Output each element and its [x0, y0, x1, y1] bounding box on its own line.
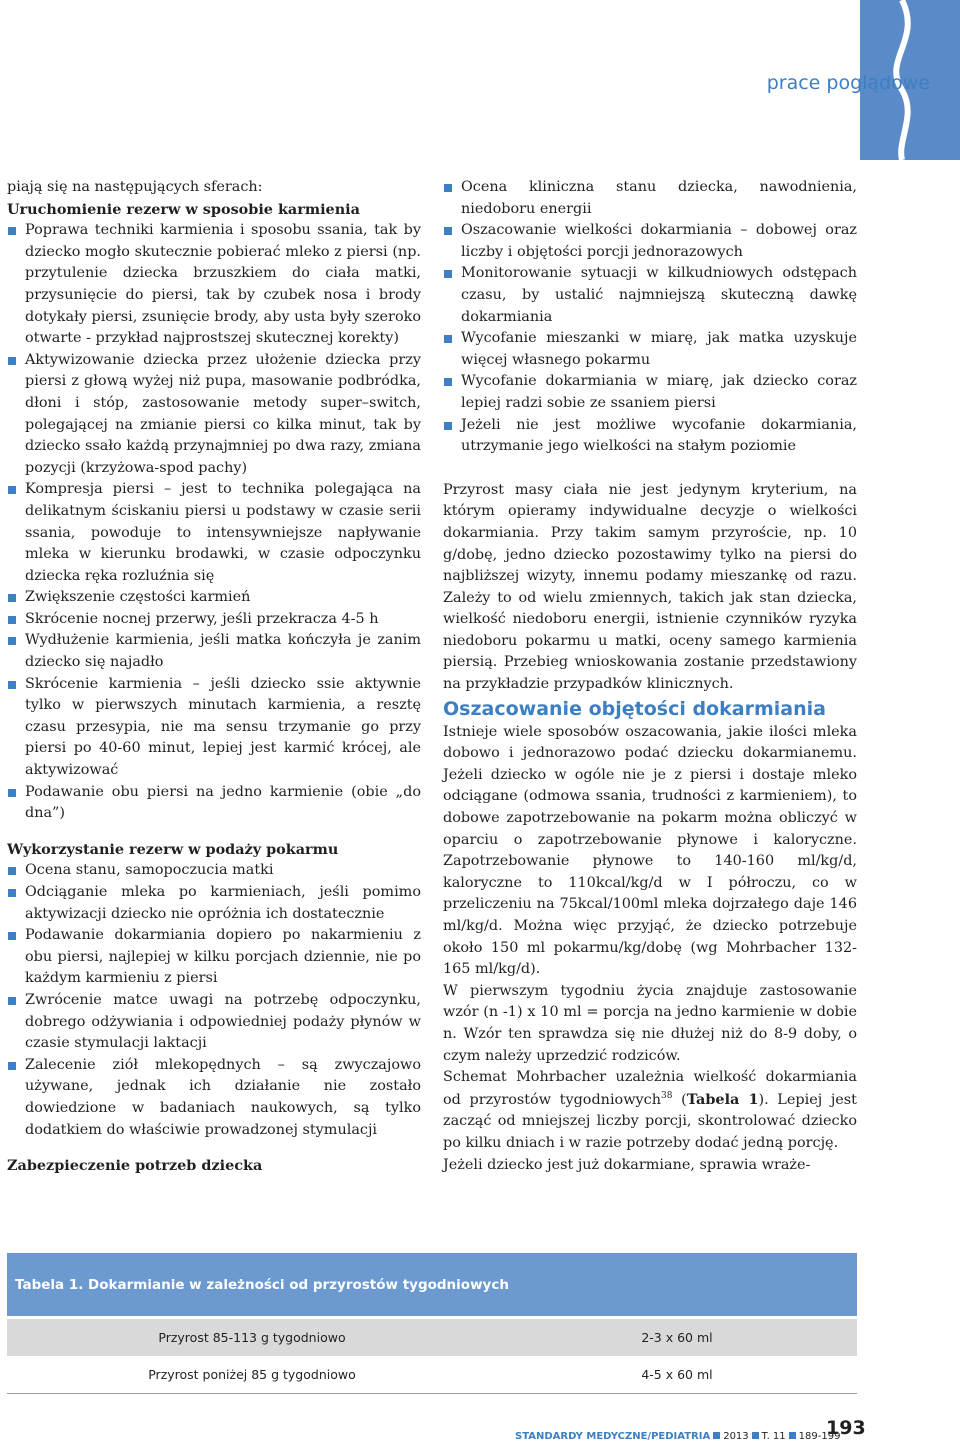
table-row	[7, 1319, 857, 1356]
list-item: Podawanie obu piersi na jedno karmienie (obie „do dna”)	[7, 782, 421, 825]
list-item: Skrócenie karmienia – jeśli dziecko ssie aktywnie tylko w pierwszych minutach karmienia, a resztę czasu przesypia, nie ma sensu trzymanie go przy piersi po 40-60 minut, lepiej jest karmić krócej, ale aktywizować	[7, 674, 421, 782]
list-item: Aktywizowanie dziecka przez ułożenie dziecka przy piersi z głową wyżej niż pupa, masowanie podbródka, dłoni i stóp, zastosowanie metody super–switch, polegającej na zmianie piersi co kilka minut, tak by dziecko ssało każdą przynajmniej po dwa razy, zmiana pozycji (krzyżowa-spod pachy)	[7, 350, 421, 480]
footer-pages: 189-199	[798, 1431, 841, 1442]
table-cell-label: Przyrost poniżej 85 g tygodniowo	[148, 1367, 356, 1382]
paragraph-continued: Jeżeli dziecko jest już dokarmiane, sprawia wraże-	[443, 1156, 811, 1173]
right-column	[443, 177, 857, 1176]
feeding-reserves-list	[7, 220, 421, 825]
list-item: Monitorowanie sytuacji w kilkudniowych odstępach czasu, by ustalić najmniejszą skuteczną dawkę dokarmiania	[443, 263, 857, 328]
supply-reserves-list	[7, 860, 421, 1141]
list-item: Wydłużenie karmienia, jeśli matka kończyła je zanim dziecko się najadło	[7, 630, 421, 673]
footer-volume: T. 11	[761, 1431, 786, 1442]
bullet-square-icon	[752, 1432, 759, 1439]
page-number: 193	[826, 1417, 866, 1439]
journal-name: STANDARDY MEDYCZNE/PEDIATRIA	[515, 1431, 711, 1442]
list-item: Podawanie dokarmiania dopiero po nakarmieniu z obu piersi, najlepiej w kilku porcjach dziennie, nie po każdym karmieniu z piersi	[7, 925, 421, 990]
intro-text: piają się na następujących sferach:	[7, 179, 263, 195]
list-item: Jeżeli nie jest możliwe wycofanie dokarmiania, utrzymanie jego wielkości na stałym poziomie	[443, 415, 857, 458]
child-needs-list	[443, 177, 857, 458]
list-item: Odciąganie mleka po karmieniach, jeśli pomimo aktywizacji dziecko nie opróżnia ich dostatecznie	[7, 882, 421, 925]
list-item: Ocena stanu, samopoczucia matki	[7, 860, 421, 882]
list-item: Kompresja piersi – jest to technika polegająca na delikatnym ściskaniu piersi u podstawy w czasie serii ssania, powoduje to intensywniejsze napływanie mleka w kierunku brodawki, w czasie odpoczynku dziecka ręka rozluźnia się	[7, 479, 421, 587]
table-cell-value: 4-5 x 60 ml	[641, 1367, 713, 1382]
paragraph-mohrbacher	[443, 1067, 857, 1154]
subheading-child-needs: Zabezpieczenie potrzeb dziecka	[7, 1157, 263, 1175]
footer-year: 2013	[723, 1431, 749, 1442]
list-item: Wycofanie mieszanki w miarę, jak matka uzyskuje więcej własnego pokarmu	[443, 328, 857, 371]
section-heading-volume: Oszacowanie objętości dokarmiania	[443, 697, 826, 720]
list-item: Wycofanie dokarmiania w miarę, jak dziecko coraz lepiej radzi sobie ze ssaniem piersi	[443, 371, 857, 414]
table-cell-label: Przyrost 85-113 g tygodniowo	[158, 1330, 346, 1345]
page-footer	[515, 1424, 855, 1443]
bullet-square-icon	[713, 1432, 720, 1439]
table-1	[7, 1253, 857, 1394]
subheading-feeding-reserves: Uruchomienie rezerw w sposobie karmienia	[7, 200, 360, 218]
list-item: Zwiększenie częstości karmień	[7, 587, 421, 609]
table-cell-value: 2-3 x 60 ml	[641, 1330, 713, 1345]
list-item: Zwrócenie matce uwagi na potrzebę odpoczynku, dobrego odżywiania i odpowiedniej podaży płynów w czasie stymulacji laktacji	[7, 990, 421, 1055]
table-reference[interactable]: Tabela 1	[686, 1090, 759, 1108]
section-title: prace poglądowe	[766, 72, 930, 94]
paragraph-first-week: W pierwszym tygodniu życia znajduje zastosowanie wzór (n -1) x 10 ml = porcja na jedno karmienie w dobie n. Wzór ten sprawdza się nie dłużej niż do 8-9 doby, o czym należy uprzedzić rodziców.	[443, 982, 857, 1064]
paragraph-weight-gain: Przyrost masy ciała nie jest jedynym kryterium, na którym opieramy indywidualne decyzje o wielkości dokarmiania. Przy takim samym przyroście, np. 10 g/dobę, jedno dziecko pozostawimy tylko na piersi do najbliższej wizyty, innemu podamy mieszankę od razu. Zależy to od wielu zmiennych, takich jak stan dziecka, wielkość niedoboru energii, istnienie czynników ryzyka niedoboru pokarmu u matki, oceny samego karmienia piersią. Przebieg wnioskowania zostanie przedstawiony na przykładzie przypadków klinicznych.	[443, 481, 857, 693]
list-item: Poprawa techniki karmienia i sposobu ssania, tak by dziecko mogło skutecznie pobierać mleko z piersi (np. przytulenie dziecka brzuszkiem do ciała matki, przysunięcie do piersi, tak by czubek nosa i brody dotykały piersi, zsunięcie brody, aby usta były szeroko otwarte - przykład najprostszej skutecznej korekty)	[7, 220, 421, 350]
list-item: Skrócenie nocnej przerwy, jeśli przekracza 4-5 h	[7, 609, 421, 631]
list-item: Oszacowanie wielkości dokarmiania – dobowej oraz liczby i objętości porcji jednorazowych	[443, 220, 857, 263]
citation-superscript: 38	[660, 1090, 673, 1101]
left-column	[7, 177, 421, 1177]
list-item: Ocena kliniczna stanu dziecka, nawodnienia, niedoboru energii	[443, 177, 857, 220]
paragraph-estimation: Istnieje wiele sposobów oszacowania, jakie ilości mleka dobowo i jednorazowo podać dziecku dokarmianemu. Jeżeli dziecko w ogóle nie je z piersi i dostaje mleko odciągane (odmowa ssania, trudności z karmieniem), to dobowe zapotrzebowanie na pokarm można obliczyć w oparciu o zapotrzebowanie płynowe i kaloryczne. Zapotrzebowanie płynowe to 140-160 ml/kg/d, kaloryczne to 110kcal/kg/d w I półroczu, co w przeliczeniu na 75kcal/100ml mleka dojrzałego daje 146 ml/kg/d. Można więc przyjąć, że dziecko potrzebuje około 150 ml pokarmu/kg/dobę (wg Mohrbacher 132-165 ml/kg/d).	[443, 723, 857, 978]
subheading-supply-reserves: Wykorzystanie rezerw w podaży pokarmu	[7, 840, 339, 858]
mohrbacher-text-end: ). Lepiej jest zacząć od mniejszej liczby porcji, skontrolować dziecko po kilku dniach i w razie potrzeby dodać jedną porcję.	[443, 1091, 857, 1151]
mohrbacher-text: Schemat Mohrbacher uzależnia wielkość dokarmiania od przyrostów tygodniowych	[443, 1069, 857, 1108]
table-row	[7, 1356, 857, 1394]
table-caption: Tabela 1. Dokarmianie w zależności od przyrostów tygodniowych	[7, 1253, 857, 1316]
list-item: Zalecenie ziół mlekopędnych – są zwyczajowo używane, jednak ich działanie nie zostało dowiedzione w badaniach naukowych, są tylko dodatkiem do właściwie prowadzonej stymulacji	[7, 1055, 421, 1141]
bullet-square-icon	[789, 1432, 796, 1439]
paren-open: (	[672, 1091, 687, 1108]
